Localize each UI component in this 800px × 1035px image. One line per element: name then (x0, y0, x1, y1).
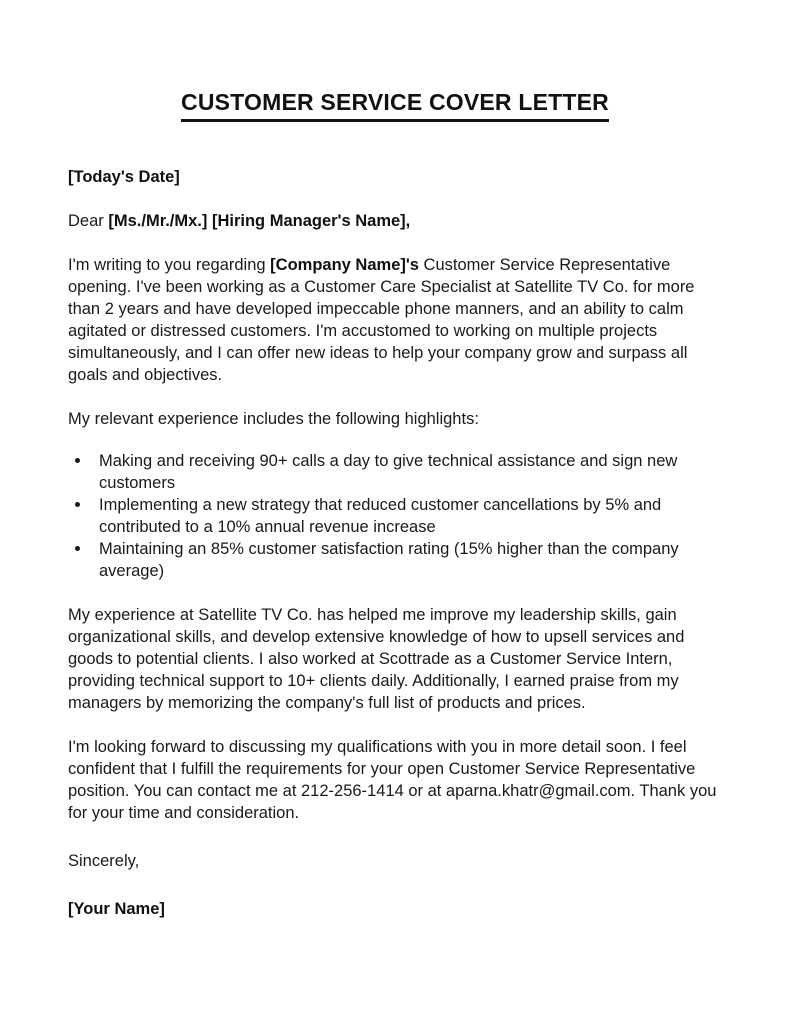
paragraph-intro (68, 254, 722, 386)
highlights-list (68, 450, 722, 582)
list-item-text: Maintaining an 85% customer satisfaction rating (15% higher than the company average) (99, 539, 679, 580)
date-placeholder: [Today's Date] (68, 167, 180, 186)
page-title-text: CUSTOMER SERVICE COVER LETTER (181, 88, 609, 122)
list-item (72, 450, 722, 494)
highlights-lead-in: My relevant experience includes the following highlights: (68, 409, 479, 428)
paragraph-experience: My experience at Satellite TV Co. has helped me improve my leadership skills, gain organizational skills, and develop extensive knowledge of how to upsell services and goods to potential clients. I also worked at Scottrade as a Customer Service Intern, providing technical support to 10+ clients daily. Additionally, I earned praise from my managers by memorizing the company's full list of products and prices. (68, 605, 685, 712)
list-item-text: Making and receiving 90+ calls a day to give technical assistance and sign new customers (99, 451, 678, 492)
paragraph-closing: I'm looking forward to discussing my qualifications with you in more detail soon. I feel confident that I fulfill the requirements for your open Customer Service Representative position. You can contact me at 212-256-1414 or at aparna.khatr@gmail.com. Thank you for your time and consideration. (68, 737, 717, 822)
document-body (68, 88, 722, 920)
sign-off: Sincerely, (68, 851, 140, 870)
signature-name-placeholder: [Your Name] (68, 899, 165, 918)
paragraph-intro-lead: I'm writing to you regarding (68, 255, 271, 274)
company-name-placeholder: [Company Name]'s (270, 255, 419, 274)
list-item (72, 494, 722, 538)
bullet-icon (75, 546, 80, 551)
bullet-icon (75, 458, 80, 463)
salutation-greeting: Dear (68, 211, 109, 230)
salutation-recipient-placeholder: [Ms./Mr./Mx.] [Hiring Manager's Name], (108, 211, 411, 230)
list-item (72, 538, 722, 582)
list-item-text: Implementing a new strategy that reduced customer cancellations by 5% and contributed to a 10% annual revenue increase (99, 495, 662, 536)
page-title (68, 88, 722, 122)
salutation-line (68, 210, 722, 232)
bullet-icon (75, 502, 80, 507)
paragraph-intro-rest: Customer Service Representative opening. I've been working as a Customer Care Specialist at Satellite TV Co. for more than 2 years and have developed impeccable phone manners, and an ability to calm agitated or distressed customers. I'm accustomed to working on multiple projects simultaneously, and I can offer new ideas to help your company grow and surpass all goals and objectives. (68, 255, 695, 384)
